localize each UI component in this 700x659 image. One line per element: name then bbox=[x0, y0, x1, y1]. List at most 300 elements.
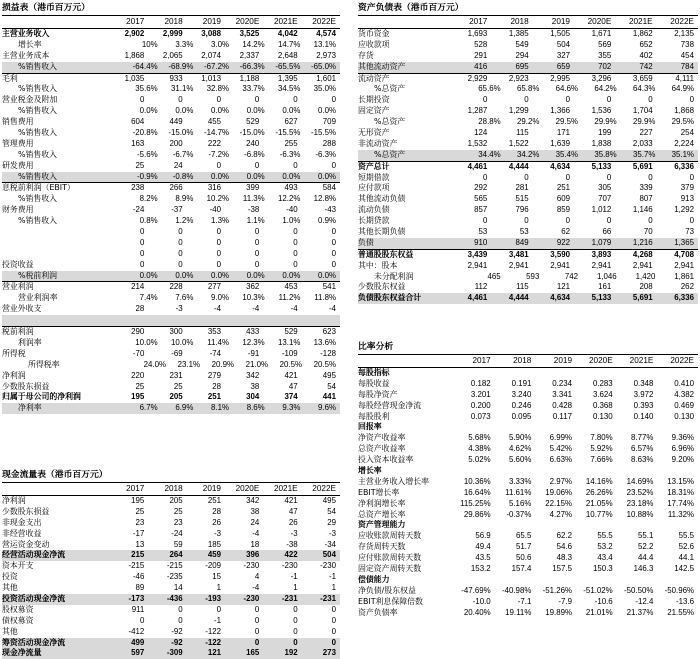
value-cell: -15.5% bbox=[275, 128, 301, 138]
value-cell: 251 bbox=[556, 183, 570, 193]
value-cell: 0 bbox=[331, 615, 336, 625]
value-cell: 0 bbox=[216, 237, 221, 247]
value-cell: 849 bbox=[515, 237, 529, 247]
value-cell: 51.7 bbox=[515, 542, 532, 552]
value-cell: 44.1 bbox=[678, 553, 695, 563]
table-row bbox=[2, 62, 340, 73]
row-label: 增长率 bbox=[358, 466, 382, 476]
value-cell: 5.68% bbox=[468, 433, 491, 443]
table-row bbox=[358, 173, 698, 184]
row-label: 投资收益 bbox=[2, 259, 34, 269]
value-cell: 738 bbox=[680, 39, 694, 49]
table-row bbox=[358, 293, 698, 304]
row-label: 投入资本收益率 bbox=[358, 455, 414, 465]
value-cell: 2,941 bbox=[467, 260, 488, 270]
value-cell: 421 bbox=[284, 370, 298, 380]
table-row bbox=[358, 597, 698, 608]
value-cell: -128 bbox=[320, 348, 336, 358]
value-cell: 10.3% bbox=[242, 293, 265, 303]
row-label: 每股经营现金净流 bbox=[358, 400, 422, 410]
row-label: 存货周转天数 bbox=[358, 542, 406, 552]
value-cell: -215 bbox=[166, 561, 183, 571]
value-cell: -40.98% bbox=[501, 585, 532, 595]
value-cell: 13.1% bbox=[277, 337, 301, 347]
value-cell: 4,708 bbox=[674, 249, 694, 259]
value-cell: 29.86% bbox=[463, 509, 491, 519]
row-label: 少数股东损益 bbox=[2, 506, 50, 516]
value-cell: 3,088 bbox=[201, 29, 221, 38]
value-cell: 1,522 bbox=[508, 138, 529, 148]
value-cell: 56.9 bbox=[475, 531, 491, 541]
value-cell: 2,941 bbox=[508, 260, 529, 270]
value-cell: 1,079 bbox=[591, 237, 612, 247]
table-row bbox=[2, 161, 340, 172]
row-label: 净利润 bbox=[2, 496, 26, 505]
value-cell: 14.7% bbox=[277, 39, 301, 49]
value-cell: 2,941 bbox=[550, 260, 570, 270]
value-cell: 4,444 bbox=[508, 293, 529, 303]
value-cell: 1,299 bbox=[508, 106, 529, 116]
value-cell bbox=[495, 368, 536, 379]
value-cell: 2,941 bbox=[674, 260, 694, 270]
value-cell: 0.0% bbox=[211, 270, 230, 280]
value-cell: 0 bbox=[178, 615, 183, 625]
row-label: %税前利润 bbox=[18, 270, 58, 280]
value-cell: -6.3% bbox=[279, 149, 301, 159]
value-cell: -64.4% bbox=[132, 61, 158, 71]
value-cell: -14.7% bbox=[204, 128, 230, 138]
value-cell: 3.624 bbox=[592, 389, 613, 399]
value-cell: 2,995 bbox=[550, 73, 570, 83]
value-cell: 515 bbox=[515, 194, 529, 204]
value-cell: 29.9% bbox=[594, 117, 617, 127]
value-cell: 1,046 bbox=[596, 271, 617, 281]
value-cell: 4 bbox=[254, 572, 260, 582]
table-row bbox=[358, 84, 698, 95]
value-cell: 3,296 bbox=[591, 73, 612, 83]
value-cell bbox=[617, 575, 658, 586]
value-cell: -15.0% bbox=[168, 128, 194, 138]
table-row bbox=[2, 561, 340, 572]
row-label: 营业利润 bbox=[2, 282, 34, 292]
table-row bbox=[358, 477, 698, 488]
value-cell: 28.8% bbox=[478, 117, 501, 127]
value-cell: -0.37% bbox=[506, 509, 532, 519]
value-cell: 33.7% bbox=[242, 84, 265, 94]
row-label: %总资产 bbox=[374, 117, 406, 127]
value-cell: 1,013 bbox=[201, 73, 221, 83]
table-row bbox=[2, 594, 340, 605]
value-cell: 327 bbox=[556, 50, 570, 60]
value-cell: 0.095 bbox=[511, 411, 532, 421]
year-header-cell: 2017 bbox=[472, 356, 491, 365]
value-cell: -1 bbox=[290, 572, 298, 582]
value-cell: 454 bbox=[680, 50, 694, 60]
value-cell: 254 bbox=[680, 128, 694, 138]
value-cell: 707 bbox=[598, 194, 612, 204]
value-cell: 2,224 bbox=[674, 138, 694, 148]
value-cell: 0.191 bbox=[511, 378, 532, 388]
value-cell: 238 bbox=[131, 183, 145, 193]
balance-year-header bbox=[358, 16, 698, 29]
value-cell: 2,135 bbox=[674, 29, 694, 38]
row-label: 营业税金及附加 bbox=[2, 95, 58, 105]
value-cell: 0 bbox=[482, 172, 488, 182]
row-label: %销售收入 bbox=[18, 106, 58, 116]
value-cell: 0.9% bbox=[318, 216, 337, 226]
row-label: 固定资产周转天数 bbox=[358, 564, 422, 574]
value-cell: 3.341 bbox=[552, 389, 573, 399]
table-row bbox=[2, 349, 340, 360]
row-label: 长期投资 bbox=[358, 95, 390, 105]
value-cell: 2,065 bbox=[162, 50, 183, 60]
table-row bbox=[2, 540, 340, 551]
value-cell: 3,439 bbox=[467, 249, 488, 259]
value-cell: 17.74% bbox=[667, 498, 695, 508]
value-cell: -4 bbox=[252, 528, 260, 538]
row-label: 税前利润 bbox=[2, 327, 34, 337]
value-cell: 2,033 bbox=[632, 138, 653, 148]
table-row bbox=[358, 412, 698, 423]
row-label: 少数股东权益 bbox=[358, 282, 406, 292]
table-row bbox=[358, 488, 698, 499]
table-row bbox=[358, 261, 698, 272]
value-cell: 5,133 bbox=[591, 293, 612, 303]
value-cell: 549 bbox=[515, 39, 529, 49]
value-cell: 910 bbox=[474, 237, 488, 247]
row-label: %销售收入 bbox=[18, 84, 58, 94]
row-label: 负债 bbox=[358, 237, 374, 247]
value-cell: 495 bbox=[322, 370, 336, 380]
row-label: %总资产 bbox=[374, 84, 406, 94]
value-cell: 3.33% bbox=[508, 476, 532, 486]
value-cell: -20.8% bbox=[132, 128, 158, 138]
value-cell: 374 bbox=[284, 392, 298, 402]
value-cell: 0 bbox=[254, 615, 260, 625]
value-cell: 3.201 bbox=[470, 389, 491, 399]
table-row bbox=[358, 40, 698, 51]
value-cell: 422 bbox=[284, 550, 298, 560]
value-cell: 529 bbox=[284, 327, 298, 337]
value-cell: -209 bbox=[205, 561, 221, 571]
value-cell: 0.117 bbox=[552, 411, 573, 421]
value-cell: 8.77% bbox=[630, 433, 654, 443]
row-label: 净利润 bbox=[2, 370, 26, 380]
value-cell: 0 bbox=[293, 604, 298, 614]
value-cell: 11.61% bbox=[505, 487, 532, 497]
value-cell: 695 bbox=[515, 61, 529, 71]
value-cell: 1 bbox=[293, 583, 298, 593]
table-row bbox=[358, 586, 698, 597]
value-cell: 195 bbox=[131, 496, 145, 505]
year-header-cell: 2018 bbox=[510, 17, 529, 26]
value-cell: 1,693 bbox=[467, 29, 488, 38]
value-cell: 0 bbox=[606, 95, 612, 105]
value-cell: 262 bbox=[680, 282, 694, 292]
table-row bbox=[2, 249, 340, 260]
value-cell: 3,525 bbox=[239, 29, 260, 38]
value-cell: 0 bbox=[293, 237, 298, 247]
value-cell: 0.073 bbox=[470, 411, 491, 421]
value-cell: 6.63% bbox=[549, 455, 573, 465]
value-cell: 288 bbox=[322, 138, 336, 148]
year-header-cell: 2021E bbox=[273, 484, 298, 493]
value-cell: 54 bbox=[327, 381, 336, 391]
value-cell: 205 bbox=[169, 496, 183, 505]
value-cell: 493 bbox=[284, 183, 298, 193]
value-cell: 0 bbox=[689, 216, 694, 226]
value-cell: 21.01% bbox=[585, 607, 613, 617]
value-cell: -65.0% bbox=[311, 61, 337, 71]
cashflow-year-header bbox=[2, 483, 340, 496]
table-row bbox=[358, 117, 698, 128]
value-cell: 0 bbox=[216, 160, 221, 170]
value-cell: -68.9% bbox=[168, 61, 194, 71]
value-cell: 1 bbox=[216, 583, 221, 593]
table-row bbox=[2, 84, 340, 95]
value-cell: 23.1% bbox=[177, 359, 200, 369]
value-cell: 0 bbox=[216, 95, 221, 105]
row-label: 其他流动资产 bbox=[358, 61, 406, 71]
value-cell: 3.3% bbox=[175, 39, 194, 49]
row-label: %销售收入 bbox=[18, 128, 58, 138]
value-cell: 19.89% bbox=[545, 607, 573, 617]
value-cell: 227 bbox=[639, 128, 653, 138]
value-cell: -122 bbox=[205, 637, 221, 647]
value-cell: 2,929 bbox=[467, 73, 488, 83]
value-cell: 20.5% bbox=[279, 359, 302, 369]
table-row bbox=[2, 518, 340, 529]
value-cell bbox=[535, 575, 576, 586]
value-cell: 0 bbox=[178, 237, 183, 247]
table-row bbox=[2, 271, 340, 282]
value-cell: -1 bbox=[328, 572, 336, 582]
header-label-cell bbox=[2, 483, 110, 495]
table-row bbox=[358, 227, 698, 238]
value-cell bbox=[148, 315, 186, 326]
value-cell: -24 bbox=[171, 528, 183, 538]
row-label: %销售收入 bbox=[18, 194, 58, 204]
row-label: 固定资产 bbox=[358, 106, 390, 116]
value-cell: 251 bbox=[207, 392, 221, 402]
value-cell: 0.8% bbox=[139, 216, 158, 226]
value-cell: 8.6% bbox=[246, 403, 265, 413]
value-cell: 150.3 bbox=[592, 564, 613, 574]
value-cell bbox=[535, 368, 576, 379]
value-cell: 0.130 bbox=[592, 411, 613, 421]
table-row bbox=[358, 249, 698, 261]
row-label: 每股收益 bbox=[358, 378, 390, 388]
value-cell bbox=[454, 368, 495, 379]
income-statement-title: 损益表（港币百万元） bbox=[2, 2, 340, 16]
value-cell: 29.2% bbox=[516, 117, 540, 127]
value-cell: 922 bbox=[556, 237, 570, 247]
value-cell: 43.4 bbox=[597, 553, 613, 563]
value-cell: 911 bbox=[131, 604, 145, 614]
table-row bbox=[2, 529, 340, 540]
value-cell: -92 bbox=[171, 626, 183, 636]
value-cell bbox=[576, 422, 617, 433]
value-cell: -50.96% bbox=[664, 585, 695, 595]
value-cell: 0.0% bbox=[318, 106, 337, 116]
table-row bbox=[358, 553, 698, 564]
ratio-year-header bbox=[358, 355, 698, 368]
value-cell: 0.130 bbox=[674, 411, 695, 421]
table-row bbox=[358, 520, 698, 531]
value-cell: 0 bbox=[331, 604, 336, 614]
value-cell: 604 bbox=[131, 117, 145, 127]
value-cell: -7.1 bbox=[517, 596, 532, 606]
value-cell: 1.1% bbox=[246, 216, 265, 226]
value-cell: 10.0% bbox=[135, 337, 158, 347]
value-cell: 0 bbox=[254, 604, 260, 614]
value-cell: -10.6 bbox=[594, 596, 613, 606]
table-row bbox=[358, 73, 698, 85]
value-cell: 9.20% bbox=[671, 455, 695, 465]
value-cell: 165 bbox=[246, 648, 260, 658]
value-cell: 528 bbox=[474, 39, 488, 49]
value-cell: -3 bbox=[290, 528, 298, 538]
value-cell: 25 bbox=[135, 160, 145, 170]
value-cell: 0 bbox=[178, 248, 183, 258]
value-cell: 64.9% bbox=[671, 84, 695, 94]
value-cell: 12.2% bbox=[277, 194, 301, 204]
income-table-body bbox=[2, 29, 340, 414]
value-cell: 0.0% bbox=[139, 270, 158, 280]
value-cell: 453 bbox=[284, 282, 298, 292]
year-header-cell: 2018 bbox=[164, 17, 183, 26]
table-row bbox=[2, 648, 340, 659]
value-cell: 142.5 bbox=[674, 564, 695, 574]
value-cell: 1,292 bbox=[674, 205, 694, 215]
table-row bbox=[358, 455, 698, 466]
value-cell: 112 bbox=[474, 282, 488, 292]
value-cell: 23 bbox=[173, 517, 183, 527]
value-cell: 0.368 bbox=[592, 400, 613, 410]
value-cell: 4,268 bbox=[632, 249, 653, 259]
row-label: 无形资产 bbox=[358, 128, 390, 138]
value-cell: 627 bbox=[284, 117, 298, 127]
row-label: 财务费用 bbox=[2, 205, 34, 215]
row-label: 增长率 bbox=[18, 39, 42, 49]
value-cell: 47 bbox=[288, 506, 298, 516]
value-cell: 402 bbox=[639, 50, 653, 60]
value-cell: 52.2 bbox=[638, 542, 654, 552]
value-cell: 441 bbox=[322, 392, 336, 402]
value-cell: -231 bbox=[281, 594, 298, 604]
value-cell: -3 bbox=[213, 528, 221, 538]
value-cell: 7.66% bbox=[590, 455, 613, 465]
value-cell: 0.0% bbox=[282, 270, 301, 280]
value-cell: -70 bbox=[132, 348, 145, 358]
value-cell: 2,648 bbox=[277, 50, 298, 60]
value-cell: 66 bbox=[602, 227, 612, 237]
value-cell: 0 bbox=[482, 95, 488, 105]
value-cell: 115.25% bbox=[460, 498, 491, 508]
value-cell: 1,188 bbox=[239, 73, 260, 83]
value-cell: 859 bbox=[556, 205, 570, 215]
row-label: 应付款项 bbox=[358, 183, 390, 193]
table-row bbox=[358, 128, 698, 139]
value-cell: 38 bbox=[250, 381, 260, 391]
value-cell: 5,691 bbox=[632, 293, 653, 303]
value-cell: -0.8% bbox=[172, 171, 194, 181]
value-cell: 0.469 bbox=[674, 400, 695, 410]
value-cell: -5.6% bbox=[137, 149, 158, 159]
value-cell bbox=[454, 466, 495, 477]
value-cell: 26 bbox=[288, 517, 298, 527]
value-cell: 1,395 bbox=[277, 73, 298, 83]
value-cell: 153.2 bbox=[470, 564, 491, 574]
table-row bbox=[2, 51, 340, 62]
value-cell: 495 bbox=[322, 496, 336, 505]
value-cell: 0 bbox=[293, 227, 298, 237]
value-cell: 10.0% bbox=[170, 337, 194, 347]
year-header-cell: 2021E bbox=[628, 17, 653, 26]
value-cell: 35.4% bbox=[555, 149, 579, 159]
value-cell: 35.6% bbox=[135, 84, 158, 94]
value-cell: 0 bbox=[139, 95, 145, 105]
value-cell: 433 bbox=[246, 327, 260, 337]
value-cell: -3 bbox=[328, 528, 336, 538]
value-cell: 0.0% bbox=[175, 106, 194, 116]
value-cell: 1,012 bbox=[591, 205, 612, 215]
table-row bbox=[358, 161, 698, 173]
value-cell: 0 bbox=[216, 248, 221, 258]
value-cell: 565 bbox=[474, 194, 488, 204]
value-cell: 9.6% bbox=[318, 403, 337, 413]
value-cell bbox=[454, 422, 495, 433]
value-cell: 22.15% bbox=[545, 498, 573, 508]
year-header-cell: 2022E bbox=[312, 484, 336, 493]
value-cell bbox=[495, 575, 536, 586]
value-cell: 300 bbox=[169, 327, 183, 337]
value-cell: 23.18% bbox=[626, 498, 654, 508]
value-cell: 31.1% bbox=[170, 84, 194, 94]
year-header-cell: 2017 bbox=[126, 484, 145, 493]
value-cell: 0.140 bbox=[633, 411, 654, 421]
table-row bbox=[358, 282, 698, 293]
value-cell: 8.63% bbox=[630, 455, 654, 465]
value-cell: 200 bbox=[169, 138, 183, 148]
value-cell: 3.240 bbox=[511, 389, 532, 399]
value-cell: 0 bbox=[293, 615, 298, 625]
value-cell: 0 bbox=[139, 237, 145, 247]
year-header-cell: 2019 bbox=[553, 356, 573, 365]
value-cell: 48.3 bbox=[556, 553, 573, 563]
row-label bbox=[2, 227, 110, 238]
row-label: 资产管理能力 bbox=[358, 520, 406, 530]
value-cell: -38 bbox=[247, 205, 260, 215]
value-cell: -4 bbox=[328, 304, 336, 314]
value-cell: -4 bbox=[290, 304, 298, 314]
value-cell: -51.02% bbox=[583, 585, 613, 595]
value-cell: 784 bbox=[680, 61, 694, 71]
row-label: %销售收入 bbox=[18, 149, 58, 159]
value-cell: 10.36% bbox=[463, 476, 491, 486]
value-cell: 1,532 bbox=[467, 138, 488, 148]
table-row bbox=[358, 379, 698, 390]
value-cell: 0 bbox=[293, 637, 298, 647]
table-row bbox=[358, 238, 698, 249]
value-cell: 4,461 bbox=[467, 293, 488, 303]
value-cell: 231 bbox=[169, 370, 183, 380]
table-row bbox=[358, 272, 698, 283]
value-cell: 291 bbox=[474, 50, 488, 60]
value-cell bbox=[576, 575, 617, 586]
value-cell: -0.9% bbox=[137, 171, 158, 181]
value-cell: 0 bbox=[331, 227, 336, 237]
